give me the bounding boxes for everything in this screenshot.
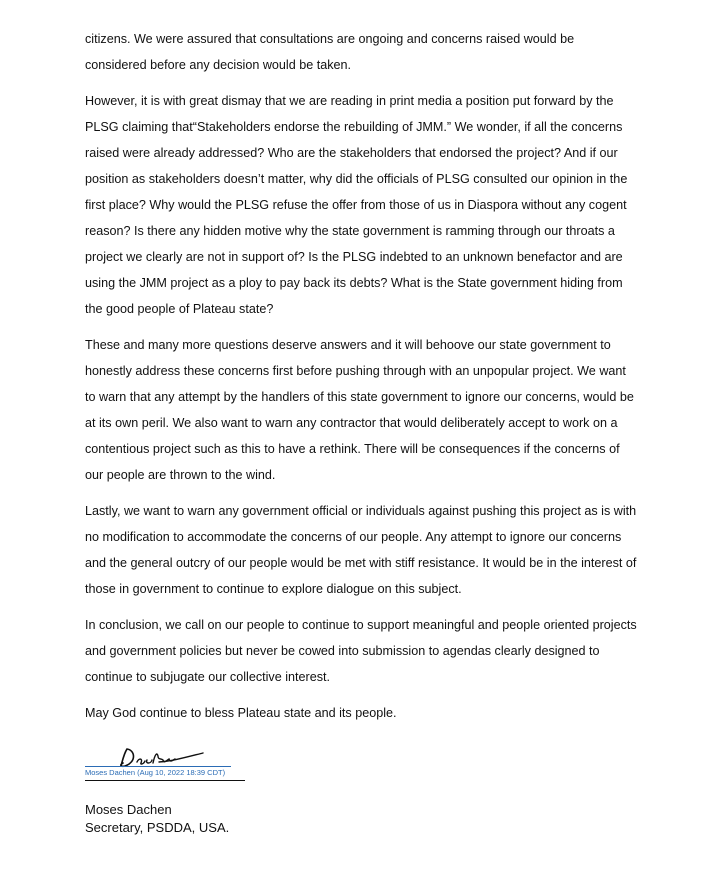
paragraph-lastly: Lastly, we want to warn any government official or individuals against pushing this project as is with no modification to accommodate the concerns of our people. Any attempt to ignore our concerns and the general outcry of our people would be met with stiff resistance. It would be in the interest of those in government to continue to explore dialogue on this subject.	[85, 504, 637, 596]
paragraph-continuation: citizens. We were assured that consultations are ongoing and concerns raised would be considered before any decision would be taken.	[85, 32, 575, 72]
letter-body	[85, 26, 637, 736]
signature-block	[85, 746, 255, 777]
signature-underline	[85, 780, 245, 781]
paragraph-blessing: May God continue to bless Plateau state and its people.	[85, 706, 397, 720]
signature-caption	[85, 768, 225, 778]
signer-link[interactable]: Moses Dachen	[85, 768, 136, 777]
paragraph-questions: However, it is with great dismay that we are reading in print media a position put forward by the PLSG claiming that“Stakeholders endorse the rebuilding of JMM.” We wonder, if all the concerns raised were already addressed? Who are the stakeholders that endorsed the project? And if our position as stakeholders doesn’t matter, why did the officials of PLSG consulted our opinion in the first place? Why would the PLSG refuse the offer from those of us in Diaspora without any cogent reason? Is there any hidden motive why the state government is ramming through our throats a project we clearly are not in support of? Is the PLSG indebted to an unknown benefactor and are using the JMM project as a ploy to pay back its debts? What is the State government hiding from the good people of Plateau state?	[85, 94, 628, 316]
signer-block	[85, 801, 229, 837]
paragraph-warning: These and many more questions deserve answers and it will behoove our state government to honestly address these concerns first before pushing through with an unpopular project. We want to warn that any attempt by the handlers of this state government to ignore our concerns, would be at its own peril. We also want to warn any contractor that would deliberately accept to work on a contentious project such as this to have a rethink. There will be consequences if the concerns of our people are thrown to the wind.	[85, 338, 634, 482]
signer-name: Moses Dachen	[85, 802, 172, 817]
signature-timestamp: (Aug 10, 2022 18:39 CDT)	[135, 768, 226, 777]
signer-title: Secretary, PSDDA, USA.	[85, 820, 230, 835]
signature-line	[85, 766, 231, 767]
paragraph-conclusion: In conclusion, we call on our people to continue to support meaningful and people oriented projects and government policies but never be cowed into submission to agendas clearly designed to continue to subjugate our collective interest.	[85, 618, 637, 684]
